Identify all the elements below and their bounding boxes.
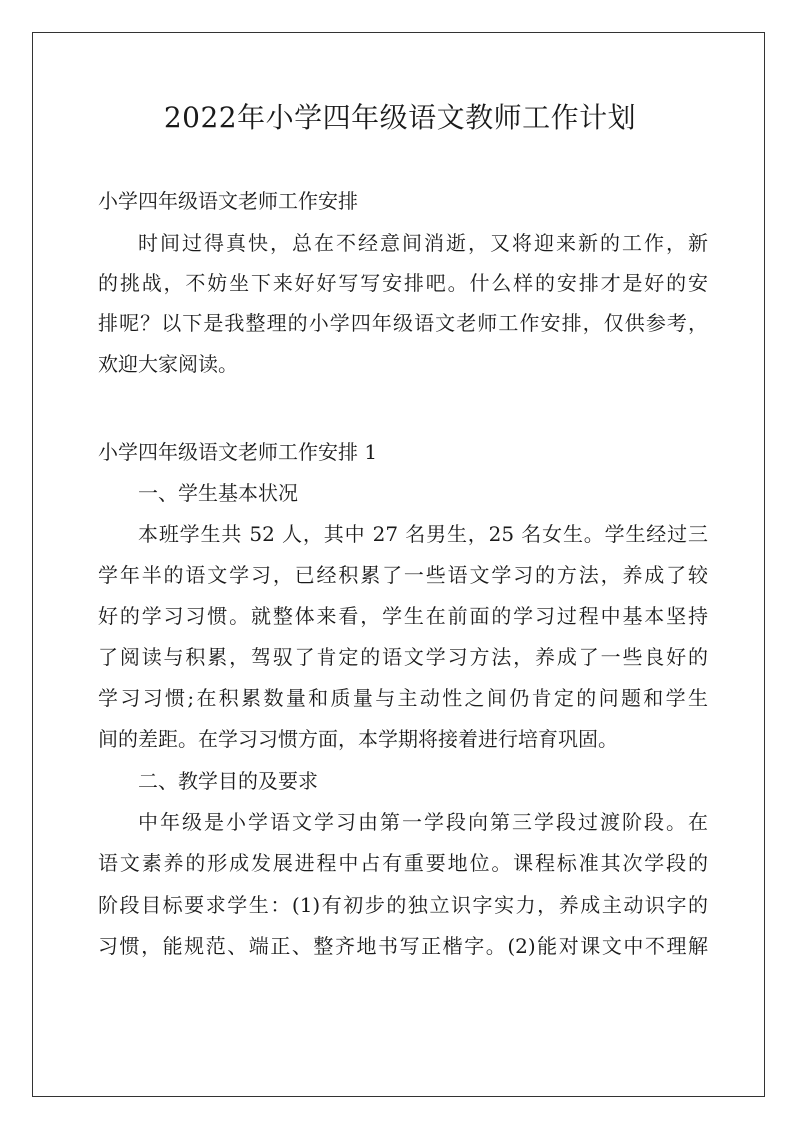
- heading-main: 小学四年级语文老师工作安排: [98, 189, 358, 213]
- part2-line-4: 习惯，能规范、端正、整齐地书写正楷字。(2)能对课文中不理解: [98, 934, 708, 958]
- intro-line-1: 时间过得真快，总在不经意间消逝，又将迎来新的工作，新: [138, 231, 708, 255]
- part2-line-2: 语文素养的形成发展进程中占有重要地位。课程标准其次学段的: [98, 851, 708, 875]
- part2-line-3: 阶段目标要求学生：(1)有初步的独立识字实力，养成主动识字的: [98, 893, 708, 917]
- part2-line-1: 中年级是小学语文学习由第一学段向第三学段过渡阶段。在: [138, 810, 708, 834]
- section1-heading: 小学四年级语文老师工作安排 1: [98, 440, 378, 464]
- part1-line-4: 了阅读与积累，驾驭了肯定的语文学习方法，养成了一些良好的: [98, 645, 708, 669]
- part1-line-1: 本班学生共 52 人，其中 27 名男生，25 名女生。学生经过三: [138, 522, 708, 546]
- part1-line-5: 学习习惯;在积累数量和质量与主动性之间仍肯定的问题和学生: [98, 686, 708, 710]
- document-title: 2022年小学四年级语文教师工作计划: [163, 101, 637, 134]
- intro-line-2: 的挑战，不妨坐下来好好写写安排吧。什么样的安排才是好的安: [98, 271, 708, 295]
- part1-line-6: 间的差距。在学习习惯方面，本学期将接着进行培育巩固。: [98, 727, 618, 751]
- part1-line-2: 学年半的语文学习，已经积累了一些语文学习的方法，养成了较: [98, 563, 708, 587]
- part1-heading: 一、学生基本状况: [138, 481, 298, 505]
- intro-line-4: 欢迎大家阅读。: [98, 352, 238, 376]
- part2-heading: 二、教学目的及要求: [138, 769, 318, 793]
- part1-line-3: 好的学习习惯。就整体来看，学生在前面的学习过程中基本坚持: [98, 604, 708, 628]
- intro-line-3: 排呢？以下是我整理的小学四年级语文老师工作安排，仅供参考，: [98, 311, 708, 335]
